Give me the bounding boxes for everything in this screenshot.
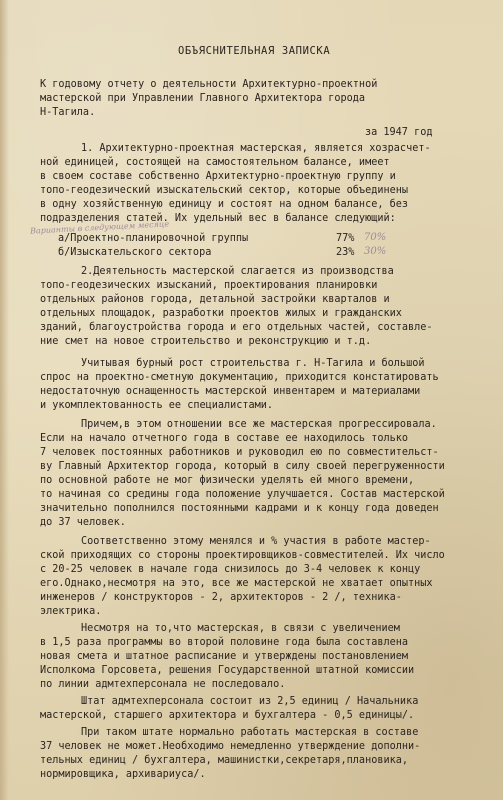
paragraph-4-line: до 37 человек. [40, 517, 126, 528]
item-b-label: б/Изыскательского сектора [58, 247, 212, 258]
paragraph-7-line: мастерской, старшего архитектора и бухгалтера - 0,5 единицы/. [40, 710, 415, 721]
paragraph-5-line: с 20-25 человек в начале года снизилось до 3-4 человек к концу [40, 564, 421, 575]
paragraph-6-line: по линии адмтехперсонала не последовало. [40, 679, 286, 690]
paragraph-3-line: недостаточную оснащенность мастерской инвентарем и материалами [40, 386, 421, 397]
paragraph-4-line: 7 человек постоянных работников и руководил ею по совместительст- [40, 447, 439, 458]
paragraph-1-line: в одну хозяйственную единицу и состоят на одном балансе, без [40, 199, 409, 210]
paragraph-2-line: топо-геодезических изысканий, проектирования планировки [40, 280, 378, 291]
paragraph-6-line: Несмотря на то,что мастерская, в связи с увеличением [81, 623, 400, 634]
paragraph-4-line: по основной работе не мог физически уделять ей много времени, [40, 475, 415, 486]
handwritten-item-a-note: 70% [364, 232, 387, 243]
handwritten-item-b-note: 30% [364, 246, 387, 257]
item-a-label: а/Проектно-планировочной группы [58, 233, 249, 244]
paragraph-1-line: в своем составе собственно Архитектурно-проектную группу и [40, 171, 396, 182]
intro-line: К годовому отчету о деятельности Архитектурно-проектной [40, 79, 378, 90]
paragraph-3-line: и укомплектованность ее специалистами. [40, 400, 274, 411]
intro-line: мастерской при Управлении Главного Архитектора города [40, 93, 366, 104]
paragraph-4-line: Причем,в этом отношении все же мастерская прогрессировала. [81, 419, 437, 430]
paragraph-2-line: 2.Деятельность мастерской слагается из производства [81, 266, 394, 277]
paragraph-8-line: тельных единиц / бухгалтера, машинистки,секретаря,плановика, [40, 755, 409, 766]
intro-line: Н-Тагила. [40, 107, 96, 118]
year-line: за 1947 год [365, 127, 433, 138]
item-b-value: 23% [336, 247, 355, 258]
paragraph-5-line: электрика. [40, 606, 102, 617]
paragraph-5-line: ской приходящих со стороны проектировщиков-совместителей. Их число [40, 550, 445, 561]
paragraph-5-line: Соответственно этому менялся и % участия в работе мастер- [81, 536, 431, 547]
paragraph-1-line: топо-геодезический изыскательский сектор, которые объединены [40, 185, 409, 196]
paragraph-4-line: то начиная со средины года положение улучшается. Состав мастерской [40, 489, 445, 500]
item-a-value: 77% [336, 233, 355, 244]
paragraph-1-line: подразделения статей. Их удельный вес в балансе следующий: [40, 213, 396, 224]
page-edge-shadow [0, 0, 9, 800]
paragraph-8-line: 37 человек не может.Необходимо немедленно утверждение дополни- [40, 741, 421, 752]
paragraph-2-line: ние смет на новое строительство и реконструкцию и т.д. [40, 336, 372, 347]
document-title: ОБЪЯСНИТЕЛЬНАЯ ЗАПИСКА [178, 45, 331, 57]
paragraph-7-line: Штат адмтехперсонала состоит из 2,5 единиц / Начальника [81, 696, 419, 707]
paragraph-8-line: нормировщика, архивариуса/. [40, 769, 206, 780]
paragraph-4-line: Если на начало отчетного года в составе ее находилось только [40, 433, 409, 444]
paragraph-2-line: зданий, благоустройства города и его отдельных частей, составле- [40, 322, 433, 333]
paragraph-2-line: отдельных районов города, детальной застройки кварталов и [40, 294, 390, 305]
paragraph-5-line: инженеров / конструкторов - 2, архитекторов - 2 /, техника- [40, 592, 402, 603]
paragraph-6-line: новая смета и штатное расписание и утверждены постановлением [40, 651, 409, 662]
paragraph-4-line: значительно пополнился постоянными кадрами и к концу года доведен [40, 503, 439, 514]
paragraph-6-line: Исполкома Горсовета, решения Государственной штатной комиссии [40, 665, 415, 676]
paragraph-5-line: его.Однако,несмотря на это, все же мастерской не хватает опытных [40, 578, 433, 589]
paragraph-3-line: Учитывая бурный рост строительства г. Н-Тагила и большой [81, 358, 425, 369]
paragraph-3-line: спрос на проектно-сметную документацию, приходится констатировать [40, 372, 439, 383]
paragraph-1-line: 1. Архитектурно-проектная мастерская, является хозрасчет- [81, 143, 431, 154]
paragraph-2-line: отдельных площадок, разработки проектов жилых и гражданских [40, 308, 402, 319]
paragraph-4-line: ву Главный Архитектор города, который в силу своей перегруженности [40, 461, 445, 472]
paragraph-6-line: в 1,5 раза программы во второй половине года была составлена [40, 637, 409, 648]
paragraph-1-line: ной единицей, состоящей на самостоятельном балансе, имеет [40, 157, 390, 168]
paragraph-8-line: При таком штате нормально работать мастерская в составе [81, 727, 419, 738]
handwritten-margin-note: Варианты в следующем месяце [29, 219, 170, 236]
